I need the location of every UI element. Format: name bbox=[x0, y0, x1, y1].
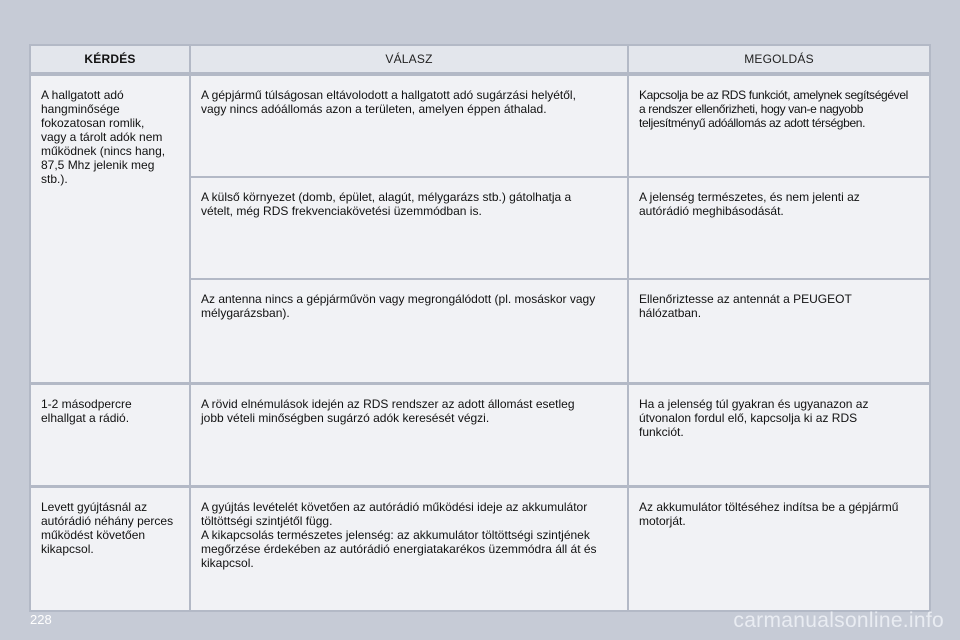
answer-text: A gépjármű túlságosan eltávolodott a hallgatott adó sugárzási helyétől, vagy nincs adóállomás azon a területen, amelyen éppen áthalad. bbox=[201, 88, 576, 116]
header-solution: MEGOLDÁS bbox=[629, 46, 929, 72]
solution-cell bbox=[629, 76, 929, 176]
solution-text: Az akkumulátor töltéséhez indítsa be a gépjármű motorját. bbox=[639, 500, 899, 528]
solution-text: A jelenség természetes, és nem jelenti az autórádió meghibásodását. bbox=[639, 190, 860, 218]
solution-text: Kapcsolja be az RDS funkciót, amelynek segítségével a rendszer ellenőrizheti, hogy van-e nagyobb teljesítményű adóállomás az adott térségben. bbox=[639, 88, 908, 130]
watermark: carmanualsonline.info bbox=[733, 609, 944, 632]
answer-text: Az antenna nincs a gépjárművön vagy megrongálódott (pl. mosáskor vagy mélygarázsban). bbox=[201, 292, 596, 320]
answer-cell bbox=[191, 385, 627, 485]
answer-cell bbox=[191, 178, 627, 278]
question-cell bbox=[31, 76, 189, 382]
question-cell bbox=[31, 488, 189, 610]
solution-cell bbox=[629, 385, 929, 485]
page-number: 228 bbox=[30, 612, 52, 627]
answer-text: A gyújtás levételét követően az autórádió működési ideje az akkumulátor töltöttségi szintjétől függ. A kikapcsolás természetes jelenség: az akkumulátor töltöttségi szintjének megőrzése érdekében az autórádió energiatakarékos üzemmódra áll át és kikapcsol. bbox=[201, 500, 597, 570]
solution-cell bbox=[629, 178, 929, 278]
solution-cell bbox=[629, 280, 929, 382]
header-question: KÉRDÉS bbox=[31, 46, 189, 72]
solution-text: Ellenőriztesse az antennát a PEUGEOT hálózatban. bbox=[639, 292, 852, 320]
question-text: Levett gyújtásnál az autórádió néhány perces működést követően kikapcsol. bbox=[41, 500, 174, 556]
question-text: 1-2 másodpercre elhallgat a rádió. bbox=[41, 397, 132, 425]
solution-text: Ha a jelenség túl gyakran és ugyanazon az útvonalon fordul elő, kapcsolja ki az RDS funkciót. bbox=[639, 397, 869, 439]
header-answer: VÁLASZ bbox=[191, 46, 627, 72]
answer-text: A rövid elnémulások idején az RDS rendszer az adott állomást esetleg jobb vételi minőségben sugárzó adók keresését végzi. bbox=[201, 397, 575, 425]
solution-cell bbox=[629, 488, 929, 610]
question-text: A hallgatott adó hangminősége fokozatosan romlik, vagy a tárolt adók nem működnek (nincs hang, 87,5 Mhz jelenik meg stb.). bbox=[41, 88, 166, 186]
answer-cell bbox=[191, 76, 627, 176]
answer-cell bbox=[191, 488, 627, 610]
answer-cell bbox=[191, 280, 627, 382]
question-cell bbox=[31, 385, 189, 485]
answer-text: A külső környezet (domb, épület, alagút, mélygarázs stb.) gátolhatja a vételt, még RDS frekvenciakövetési üzemmódban is. bbox=[201, 190, 572, 218]
